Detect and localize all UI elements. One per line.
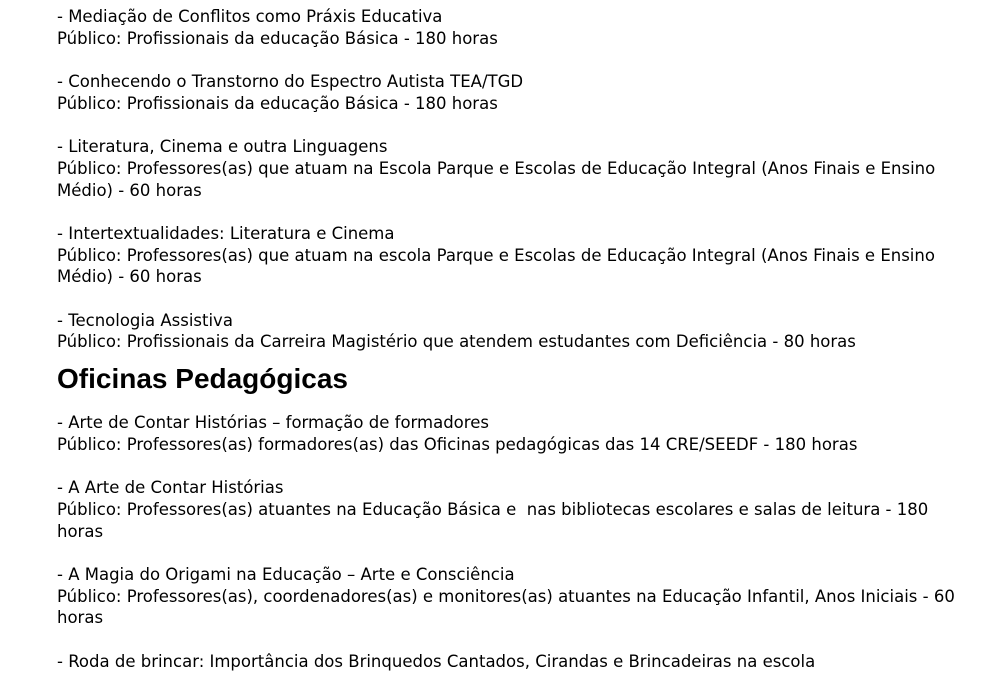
course-audience: Público: Professores(as), coordenadores(as) e monitores(as) atuantes na Educação Infantil, Anos Iniciais - 60 horas <box>57 586 961 628</box>
course-title: - Mediação de Conflitos como Práxis Educativa <box>57 7 443 26</box>
course-title: - Intertextualidades: Literatura e Cinema <box>57 223 395 243</box>
course-title: - A Arte de Contar Histórias <box>57 478 284 498</box>
course-title: - Tecnologia Assistiva <box>57 310 233 330</box>
course-audience: Público: Profissionais da Carreira Magistério que atendem estudantes com Deficiência - 80 horas <box>57 332 856 352</box>
course-title: - Conhecendo o Transtorno do Espectro Autista TEA/TGD <box>57 72 524 92</box>
course-title: - Arte de Contar Histórias – formação de formadores <box>57 413 489 433</box>
course-entry <box>57 412 957 455</box>
course-audience: Público: Professores(as) que atuam na Escola Parque e Escolas de Educação Integral (Anos Finais e Ensino Médio) - 60 horas <box>57 158 941 200</box>
course-entry <box>57 136 957 201</box>
course-audience: Público: Professores(as) formadores(as) das Oficinas pedagógicas das 14 CRE/SEEDF - 180 horas <box>57 434 858 454</box>
course-title: - Literatura, Cinema e outra Linguagens <box>57 137 388 157</box>
course-entry <box>57 651 957 673</box>
course-audience: Público: Profissionais da educação Básica - 180 horas <box>57 28 498 48</box>
course-audience: Público: Profissionais da educação Básica - 180 horas <box>57 93 498 113</box>
course-entry <box>57 477 957 542</box>
course-title: - Roda de brincar: Importância dos Brinquedos Cantados, Cirandas e Brincadeiras na escola <box>57 651 816 671</box>
course-entry <box>57 71 957 114</box>
section-heading: Oficinas Pedagógicas <box>57 363 348 395</box>
course-entry <box>57 564 961 629</box>
course-audience: Público: Professores(as) que atuam na escola Parque e Escolas de Educação Integral (Anos Finais e Ensino Médio) - 60 horas <box>57 245 941 287</box>
document-page <box>57 6 961 694</box>
course-title: - A Magia do Origami na Educação – Arte e Consciência <box>57 565 515 585</box>
course-entry <box>57 6 957 49</box>
course-entry <box>57 223 957 288</box>
course-audience: Público: Professores(as) atuantes na Educação Básica e nas bibliotecas escolares e salas de leitura - 180 horas <box>57 499 934 541</box>
course-entry <box>57 310 957 353</box>
